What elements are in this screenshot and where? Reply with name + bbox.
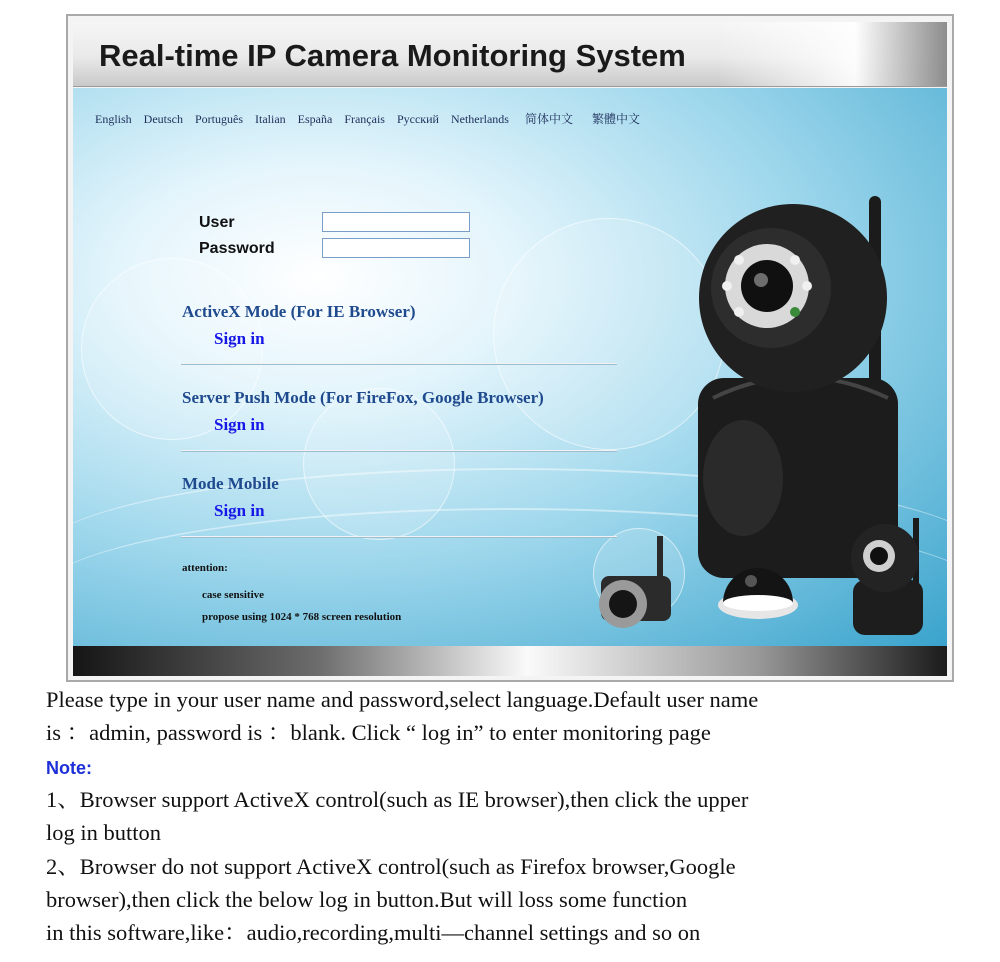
- mobile-sign-in-link[interactable]: Sign in: [214, 501, 265, 520]
- language-link-italian[interactable]: Italian: [255, 112, 286, 126]
- instruction-line: Please type in your user name and password,select language.Default user name: [46, 687, 759, 712]
- bullet-camera-illustration: [593, 536, 683, 646]
- note-line: 1、Browser support ActiveX control(such as IE browser),then click the upper: [46, 787, 749, 812]
- language-link-francais[interactable]: Français: [344, 112, 385, 126]
- password-input[interactable]: [322, 238, 470, 258]
- language-link-traditional-chinese[interactable]: 繁體中文: [591, 112, 640, 126]
- language-link-russian[interactable]: Русский: [396, 112, 439, 126]
- header-banner: [73, 22, 947, 87]
- language-link-netherlands[interactable]: Netherlands: [450, 112, 509, 126]
- note-line: log in button: [46, 820, 162, 845]
- background-bubble: [81, 258, 263, 440]
- server-push-mode-title: Server Push Mode (For FireFox, Google Browser): [182, 388, 544, 407]
- login-window: [66, 14, 954, 682]
- activex-mode-title: ActiveX Mode (For IE Browser): [182, 302, 416, 321]
- instruction-line: is ：admin, password is ：blank. Click “ log in” to enter monitoring page: [46, 720, 711, 745]
- header-glare: [717, 22, 947, 86]
- attention-line-resolution: propose using 1024 * 768 screen resolution: [202, 611, 402, 623]
- section-divider: [181, 536, 617, 538]
- language-link-english[interactable]: English: [95, 112, 132, 126]
- mobile-mode-title: Mode Mobile: [182, 474, 279, 493]
- note-line: 2、Browser do not support ActiveX control(such as Firefox browser,Google: [46, 854, 736, 879]
- small-pan-tilt-camera-illustration: [841, 518, 941, 638]
- server-push-sign-in-link[interactable]: Sign in: [214, 415, 265, 434]
- activex-sign-in-link[interactable]: Sign in: [214, 329, 265, 348]
- footer-bar: [73, 646, 947, 676]
- note-line: browser),then click the below log in button.But will loss some function: [46, 887, 688, 912]
- attention-heading: attention:: [182, 562, 228, 574]
- dome-camera-illustration: [713, 543, 803, 633]
- user-input[interactable]: [322, 212, 470, 232]
- page-title: Real-time IP Camera Monitoring System: [99, 38, 686, 73]
- language-link-espana[interactable]: España: [297, 112, 333, 126]
- language-link-portugues[interactable]: Português: [195, 112, 243, 126]
- language-link-deutsch[interactable]: Deutsch: [143, 112, 183, 126]
- attention-line-case: case sensitive: [202, 589, 265, 601]
- language-bar: [95, 110, 649, 127]
- language-link-simplified-chinese[interactable]: 简体中文: [524, 112, 573, 126]
- section-divider: [181, 450, 617, 452]
- login-panel: [73, 88, 947, 646]
- note-label: Note:: [46, 758, 92, 778]
- password-label: Password: [199, 240, 275, 257]
- user-label: User: [199, 214, 235, 231]
- note-line: in this software,like：audio,recording,multi—channel settings and so on: [46, 920, 701, 945]
- section-divider: [181, 363, 617, 365]
